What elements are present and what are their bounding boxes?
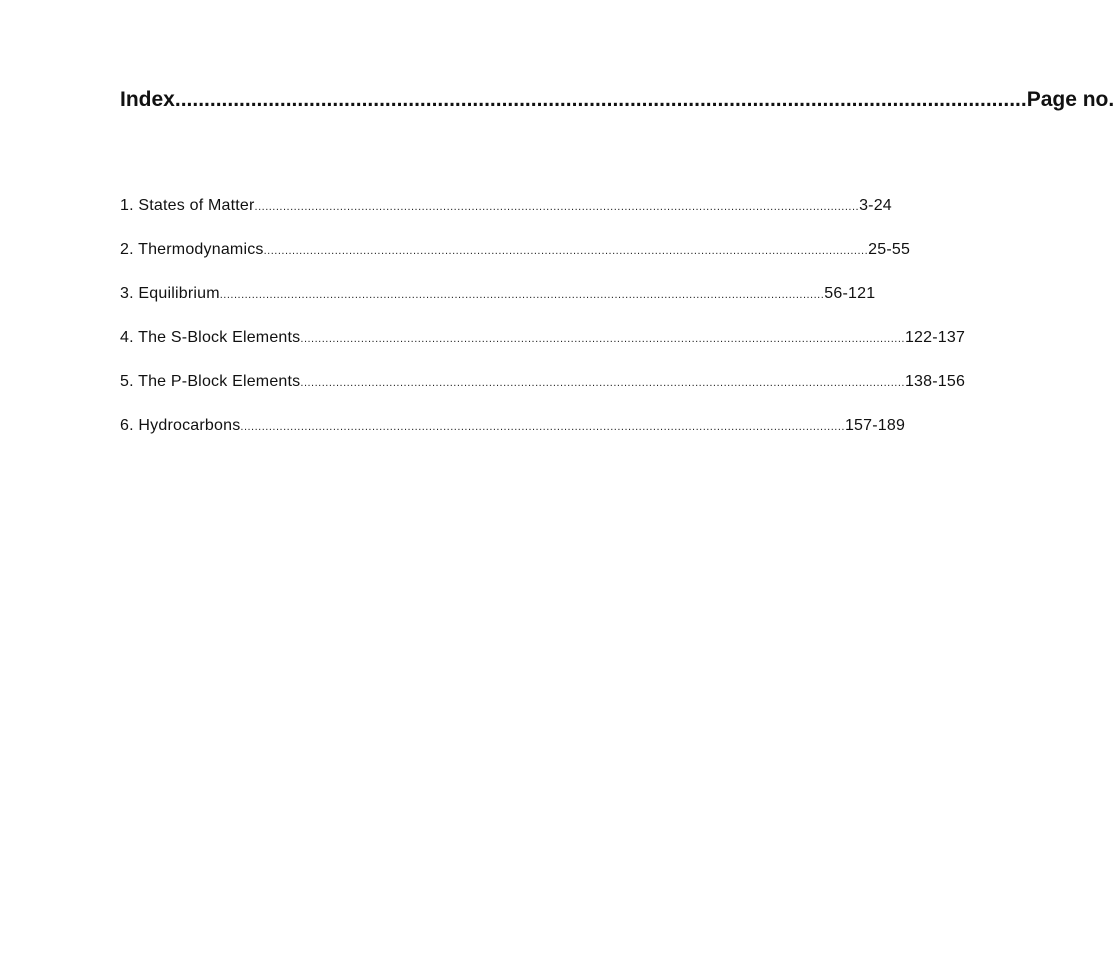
toc-dot-leader: ..........................................................................................................................................................................	[219, 289, 825, 301]
toc-entry-pages: 138-156	[904, 373, 966, 390]
toc-entry-pages: 157-189	[844, 417, 906, 434]
page-no-heading-label: Page no.	[1026, 88, 1114, 111]
toc-dot-leader: ..........................................................................................................................................................................	[263, 245, 869, 257]
toc-entry	[120, 285, 876, 329]
toc-entry	[120, 241, 911, 285]
toc-dot-leader: ..........................................................................................................................................................................	[300, 333, 905, 345]
toc-entry-title: 3. Equilibrium	[120, 285, 220, 302]
toc-entry	[120, 417, 906, 461]
toc-entry-title: 6. Hydrocarbons	[120, 417, 241, 434]
toc-entry-pages: 56-121	[824, 285, 876, 302]
toc-dot-leader: ..........................................................................................................................................................................	[254, 201, 860, 213]
index-heading-label: Index	[120, 88, 175, 111]
toc-entry	[120, 329, 966, 373]
toc-entry-pages: 3-24	[859, 197, 892, 214]
toc-entry	[120, 373, 966, 417]
toc-dot-leader: ..........................................................................................................................................................................	[240, 421, 845, 433]
table-of-contents	[120, 197, 966, 461]
toc-entry-title: 2. Thermodynamics	[120, 241, 264, 258]
toc-entry-pages: 25-55	[868, 241, 911, 258]
toc-entry	[120, 197, 892, 241]
toc-entry-title: 4. The S-Block Elements	[120, 329, 301, 346]
toc-entry-title: 1. States of Matter	[120, 197, 255, 214]
toc-dot-leader: ..........................................................................................................................................................................	[300, 377, 905, 389]
toc-entry-pages: 122-137	[904, 329, 966, 346]
toc-entry-title: 5. The P-Block Elements	[120, 373, 301, 390]
heading-dot-leader: ..................................................................................................................................................	[174, 88, 1027, 111]
index-heading	[120, 88, 1114, 112]
